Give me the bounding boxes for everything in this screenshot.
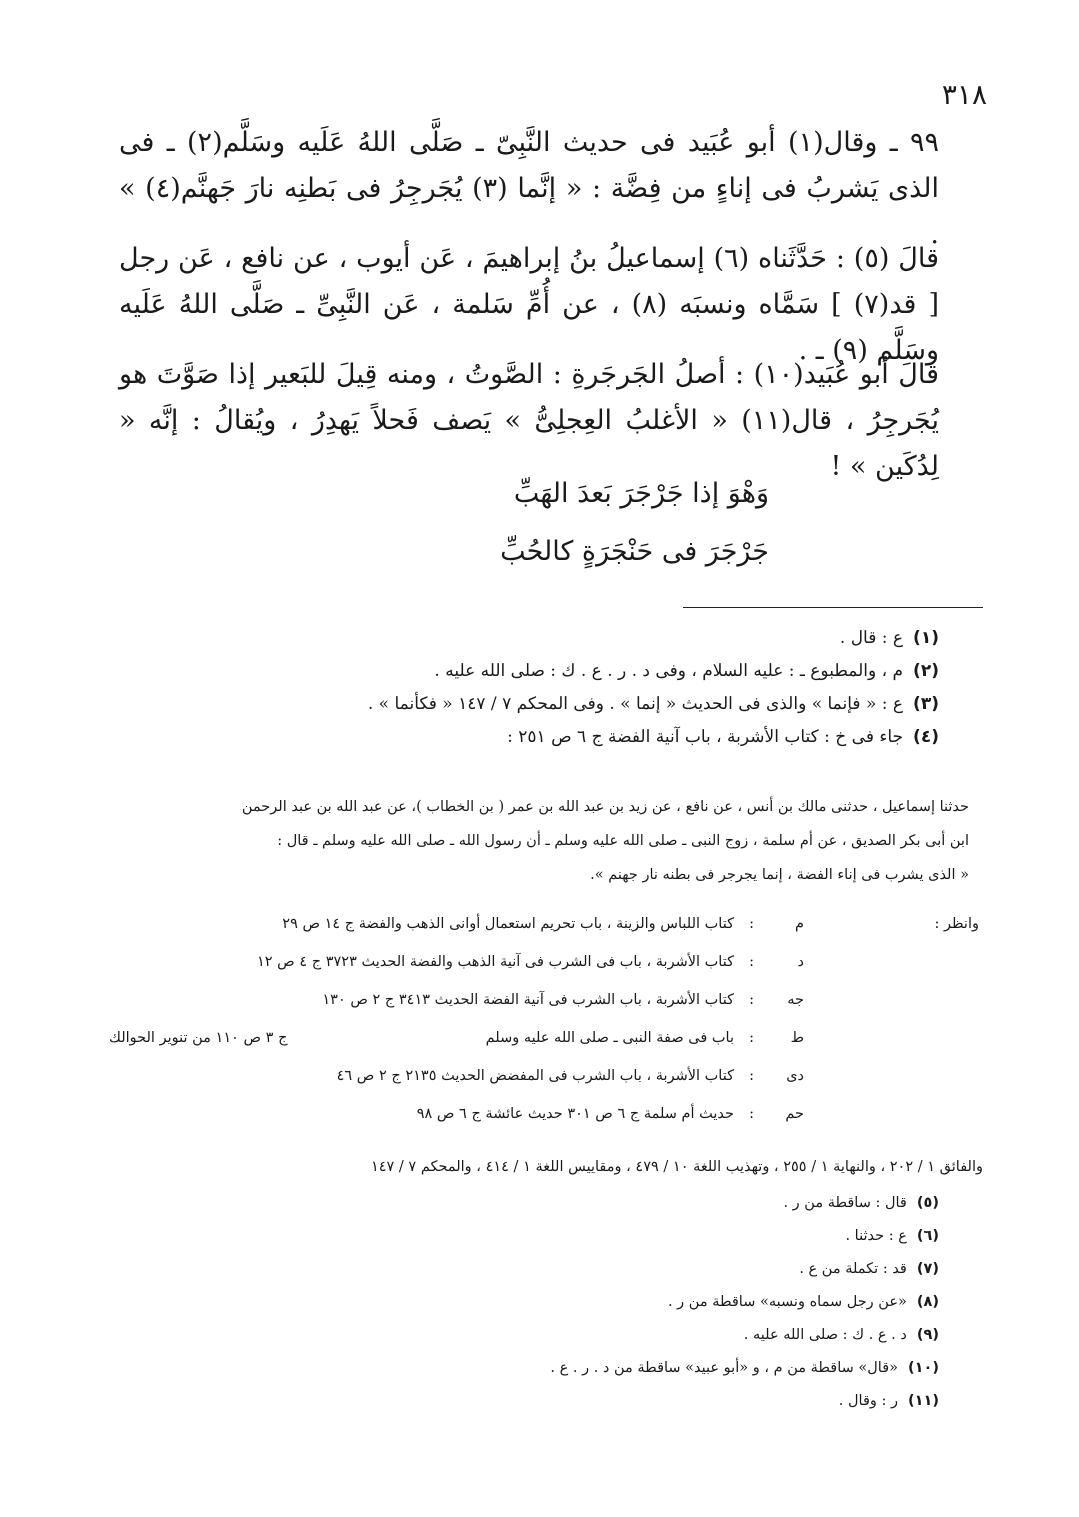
refs-lead: وانظر : xyxy=(934,916,979,932)
footnote-item: (٧)قد : تكملة من ع . xyxy=(799,1261,939,1277)
reference-text: حديث أم سلمة ج ٦ ص ٣٠١ حديث عائشة ج ٦ ص ٩٨ xyxy=(416,1106,734,1122)
footnote-item: (٥)قال : ساقطة من ر . xyxy=(783,1195,939,1211)
footnote-item: (٤)جاء فى خ : كتاب الأشربة ، باب آنية الفضة ج ٦ ص ٢٥١ : xyxy=(507,727,939,747)
footnote-item: (١٠)«قال» ساقطة من م ، و «أبو عبيد» ساقطة من د . ر . ع . xyxy=(550,1360,939,1376)
footnote-item: (٨)«عن رجل سماه ونسبه» ساقطة من ر . xyxy=(667,1294,939,1310)
page-number: ٣١٨ xyxy=(941,78,987,111)
paragraph-hadith-99: ٩٩ ـ وقال(١) أبو عُبَيد فى حديث النَّبِىّ ـ صَلَّى اللهُ عَلَيه وسَلَّم(٢) ـ فى الذى يَشربُ فى إناءٍ من فِضَّة : « إنَّما (٣) يُجَرجِرُ فى بَطنِه نارَ جَهنَّم(٤) » . xyxy=(119,127,940,250)
poem xyxy=(119,478,959,594)
reference-siglum: حم xyxy=(785,1106,804,1122)
reference-row: د : كتاب الأشربة ، باب فى الشرب فى آنية الذهب والفضة الحديث ٣٧٢٣ ج ٤ ص ١٢ xyxy=(109,943,979,981)
hadith-quote-line: حدثنا إسماعيل ، حدثنى مالك بن أنس ، عن نافع ، عن زيد بن عبد الله بن عمر ( بن الخطاب )، عن عبد الله بن عبد الرحمن xyxy=(241,799,969,815)
reference-text: كتاب الأشربة ، باب الشرب فى آنية الفضة الحديث ٣٤١٣ ج ٢ ص ١٣٠ xyxy=(322,992,734,1008)
paragraph-commentary: قالَ أبو عُبَيد(١٠) : أصلُ الجَرجَرةِ : الصَّوتُ ، ومنه قِيلَ للبَعير إذا صَوَّتَ هو يُجَرجِرُ ، قال(١١) « الأغلبُ العِجلِىُّ » يَصف فَحلاً يَهدِرُ ، ويُقالُ : إنَّه « لِدُكَين » ! xyxy=(119,359,939,482)
reference-row: وانظر : م : كتاب اللباس والزينة ، باب تحريم استعمال أوانى الذهب والفضة ج ١٤ ص ٢٩ xyxy=(109,905,979,943)
reference-siglum: د xyxy=(797,954,804,970)
reference-extra: ج ٣ ص ١١٠ من تنوير الحوالك xyxy=(109,1030,288,1046)
reference-siglum: ط xyxy=(790,1030,804,1046)
hadith-quote-line: ابن أبى بكر الصديق ، عن أم سلمة ، زوج النبى ـ صلى الله عليه وسلم ـ أن رسول الله ـ صلى الله عليه وسلم ـ قال : xyxy=(277,833,969,849)
footnote-item: (٢)م ، والمطبوع ـ : عليه السلام ، وفى د . ر . ع . ك : صلى الله عليه . xyxy=(434,661,939,681)
reference-text: باب فى صفة النبى ـ صلى الله عليه وسلم xyxy=(485,1030,734,1046)
footnote-item: (١)ع : قال . xyxy=(839,628,939,648)
reference-text: كتاب الأشربة ، باب فى الشرب فى آنية الذهب والفضة الحديث ٣٧٢٣ ج ٤ ص ١٢ xyxy=(257,954,734,970)
reference-row: حم : حديث أم سلمة ج ٦ ص ٣٠١ حديث عائشة ج ٦ ص ٩٨ xyxy=(109,1095,979,1133)
paragraph-isnad: قالَ (٥) : حَدَّثَناه (٦) إسماعيلُ بنُ إبراهيمَ ، عَن أيوب ، عن نافع ، عَن رجل [ قد(٧) ] سَمَّاه ونسبَه (٨) ، عن أُمِّ سَلمة ، عَن النَّبِىِّ ـ صَلَّى اللهُ عَلَيه وسَلَّم (٩) ـ . xyxy=(119,243,939,366)
reference-siglum: جه xyxy=(787,992,804,1008)
footnote-item: (٣)ع : « فإنما » والذى فى الحديث « إنما » . وفى المحكم ٧ / ١٤٧ « فكأنما » . xyxy=(367,694,939,714)
footnotes-continued xyxy=(109,1187,939,1418)
hadith-quote-line: « الذى يشرب فى إناء الفضة ، إنما يجرجر فى بطنه نار جهنم ». xyxy=(590,867,969,883)
reference-text: كتاب اللباس والزينة ، باب تحريم استعمال أوانى الذهب والفضة ج ١٤ ص ٢٩ xyxy=(282,916,734,932)
reference-row: ط : باب فى صفة النبى ـ صلى الله عليه وسلم ج ٣ ص ١١٠ من تنوير الحوالك xyxy=(109,1019,979,1057)
verse-line: جَرْجَرَ فى حَنْجَرَةٍ كالحُبِّ xyxy=(500,536,769,567)
verse-line: وَهْوَ إذا جَرْجَرَ بَعدَ الهَبِّ xyxy=(513,478,769,509)
reference-row: دى : كتاب الأشربة ، باب الشرب فى المفضض الحديث ٢١٣٥ ج ٢ ص ٤٦ xyxy=(109,1057,979,1095)
footnotes xyxy=(109,622,939,754)
hadith-quote xyxy=(99,790,969,892)
reference-row: جه : كتاب الأشربة ، باب الشرب فى آنية الفضة الحديث ٣٤١٣ ج ٢ ص ١٣٠ xyxy=(109,981,979,1019)
footnote-item: (٦)ع : حدثنا . xyxy=(845,1228,939,1244)
bibliography-line: والفائق ١ / ٢٠٢ ، والنهاية ١ / ٢٥٥ ، وتهذيب اللغة ١٠ / ٤٧٩ ، ومقاييس اللغة ١ / ٤١٤ ، والمحكم ٧ / ١٤٧ xyxy=(370,1159,983,1175)
reference-text: كتاب الأشربة ، باب الشرب فى المفضض الحديث ٢١٣٥ ج ٢ ص ٤٦ xyxy=(336,1068,734,1084)
footnote-item: (١١)ر : وقال . xyxy=(838,1393,939,1409)
footnote-separator xyxy=(683,607,983,608)
reference-list xyxy=(109,905,979,1133)
reference-siglum: م xyxy=(795,916,804,932)
reference-siglum: دى xyxy=(786,1068,804,1084)
footnote-item: (٩)د . ع . ك : صلى الله عليه . xyxy=(743,1327,939,1343)
